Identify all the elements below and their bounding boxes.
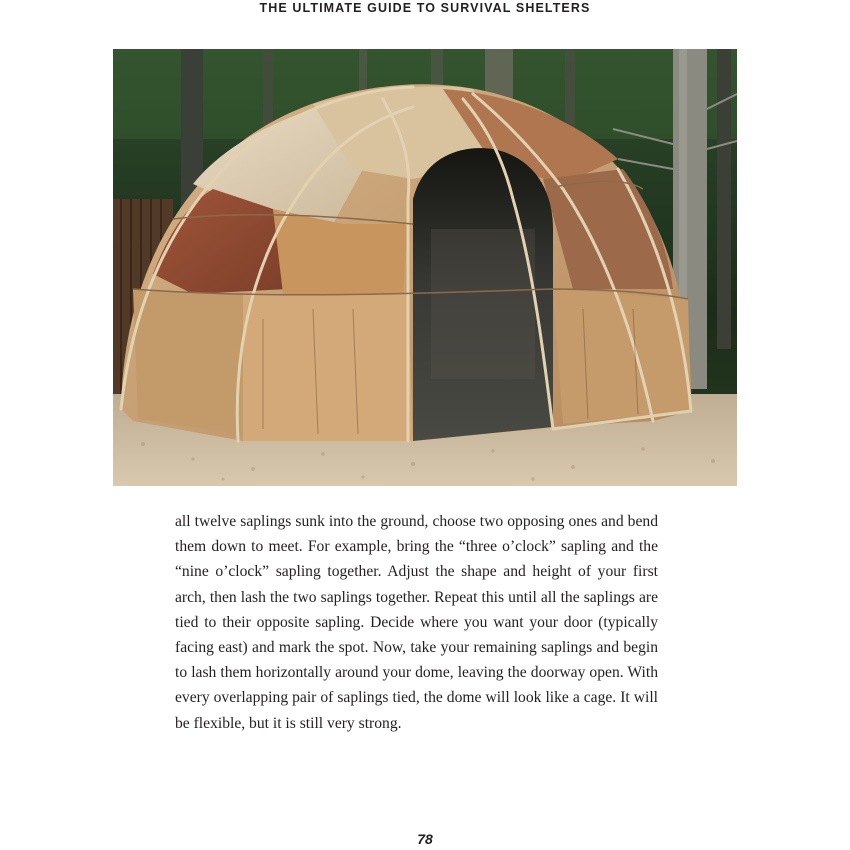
body-paragraph: all twelve saplings sunk into the ground, choose two opposing ones and bend them down to meet. For example, bring the “three o’clock” sapling and the “nine o’clock” sapling together. Adjust the shape and height of your first arch, then lash the two saplings together. Repeat this until all the saplings are tied to their opposite sapling. Decide where you want your door (typically facing east) and mark the spot. Now, take your remaining saplings and begin to lash them horizontally around your dome, leaving the doorway open. With every overlapping pair of saplings tied, the dome will look like a cage. It will be flexible, but it is still very strong. xyxy=(175,513,658,732)
bark-wigwam-photo xyxy=(113,49,737,486)
running-head: THE ULTIMATE GUIDE TO SURVIVAL SHELTERS xyxy=(259,1,591,15)
page-number: 78 xyxy=(417,831,433,847)
